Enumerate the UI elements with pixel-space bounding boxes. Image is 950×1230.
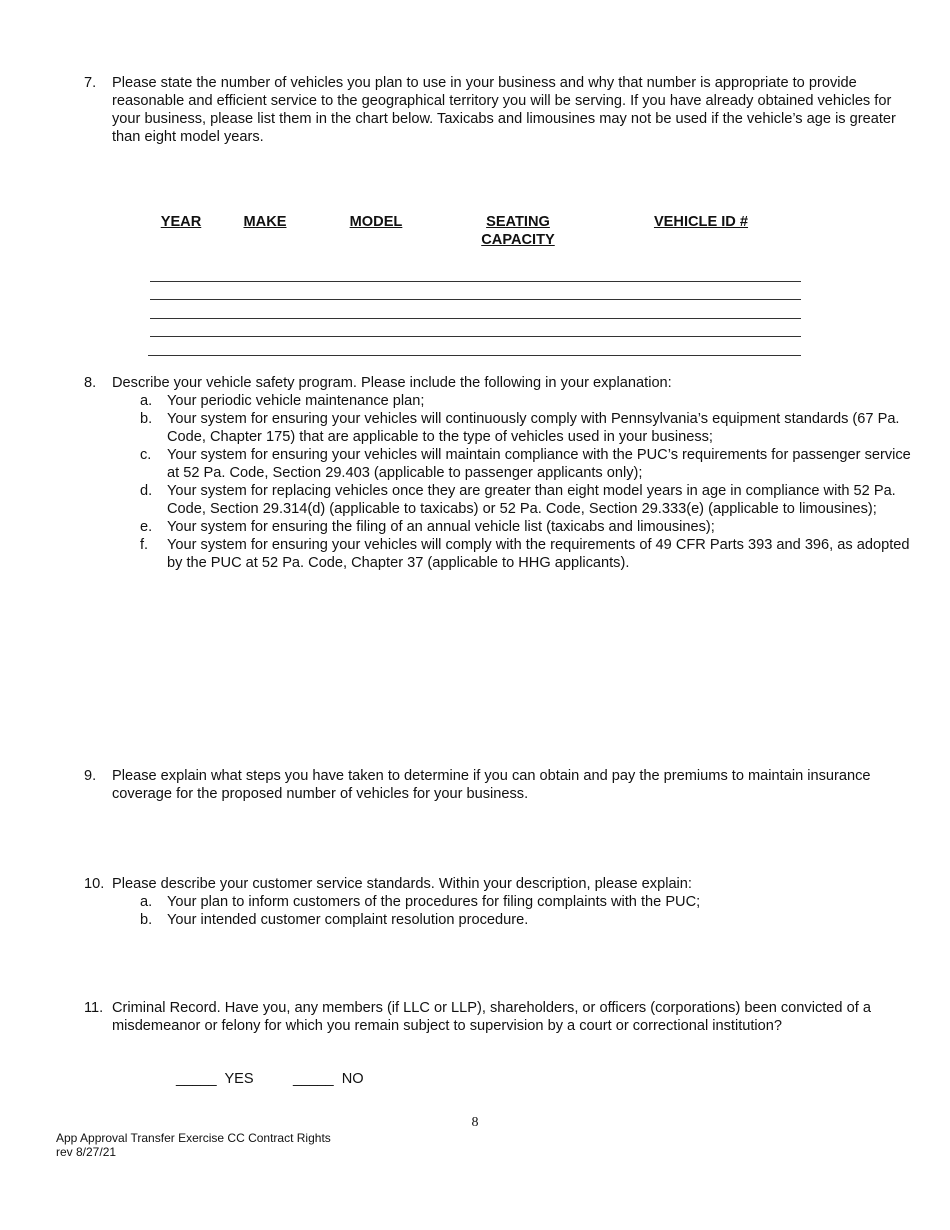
- list-item-letter: b.: [140, 912, 153, 928]
- list-item: [140, 446, 914, 482]
- list-item-text: Your system for ensuring the filing of an annual vehicle list (taxicabs and limousines);: [167, 519, 715, 535]
- question-number: 8.: [84, 375, 97, 391]
- list-item-letter: f.: [140, 537, 149, 553]
- list-item-letter: e.: [140, 519, 153, 535]
- list-item-text: Your plan to inform customers of the procedures for filing complaints with the PUC;: [167, 894, 701, 910]
- vehicle-row-line[interactable]: [150, 299, 801, 300]
- yes-option[interactable]: [176, 1070, 254, 1088]
- list-item: [140, 482, 914, 518]
- header-vehicle-id: VEHICLE ID #: [653, 214, 749, 230]
- list-item: [140, 911, 914, 929]
- question-text: Please state the number of vehicles you plan to use in your business and why that number is appropriate to provide reasonable and efficient service to the geographical territory you will be serving. If you have already obtained vehicles for your business, please list them in the chart below. Taxicabs and limousines may not be used if the vehicle’s age is greater than eight model years.: [112, 75, 896, 145]
- list-item: [140, 518, 914, 536]
- question-number: 11.: [84, 1000, 104, 1016]
- question-number: 10.: [84, 876, 105, 892]
- question-number: 9.: [84, 768, 97, 784]
- header-seating-capacity: [468, 213, 568, 249]
- question-text: Describe your vehicle safety program. Please include the following in your explanation:: [112, 375, 672, 391]
- list-item-letter: d.: [140, 483, 153, 499]
- list-item-text: Your intended customer complaint resolution procedure.: [167, 912, 529, 928]
- question-10: [84, 875, 914, 929]
- footer-revision: rev 8/27/21: [56, 1145, 117, 1159]
- header-make: MAKE: [243, 214, 287, 230]
- question-text: Criminal Record. Have you, any members (if LLC or LLP), shareholders, or officers (corporations) been convicted of a misdemeanor or felony for which you remain subject to supervision by a court or correctional institution?: [112, 1000, 871, 1034]
- list-item-text: Your system for ensuring your vehicles will continuously comply with Pennsylvania’s equipment standards (67 Pa. Code, Chapter 175) that are applicable to the type of vehicles used in your business;: [167, 411, 900, 445]
- question-11: [84, 999, 914, 1035]
- question-9: [84, 767, 914, 803]
- vehicle-row-line[interactable]: [150, 318, 801, 319]
- yes-label: YES: [224, 1071, 254, 1087]
- header-seating-line1: SEATING: [486, 214, 550, 230]
- footer-form-title: App Approval Transfer Exercise CC Contract Rights: [56, 1131, 331, 1145]
- list-item-text: Your system for ensuring your vehicles will maintain compliance with the PUC’s requirements for passenger service at 52 Pa. Code, Section 29.403 (applicable to passenger applicants only);: [167, 447, 911, 481]
- vehicle-row-line[interactable]: [150, 281, 801, 282]
- question-8: [84, 374, 914, 572]
- page-number: 8: [471, 1115, 479, 1130]
- list-item: [140, 410, 914, 446]
- list-item-text: Your system for ensuring your vehicles will comply with the requirements of 49 CFR Parts 393 and 396, as adopted by the PUC at 52 Pa. Code, Chapter 37 (applicable to HHG applicants).: [167, 537, 910, 571]
- list-item-text: Your periodic vehicle maintenance plan;: [167, 393, 425, 409]
- question-text: Please describe your customer service standards. Within your description, please explain:: [112, 876, 692, 892]
- no-blank[interactable]: _____: [293, 1071, 334, 1087]
- list-item: [140, 536, 914, 572]
- header-year: YEAR: [160, 214, 202, 230]
- question-text: Please explain what steps you have taken to determine if you can obtain and pay the premiums to maintain insurance coverage for the proposed number of vehicles for your business.: [112, 768, 871, 802]
- question-7: [84, 74, 914, 146]
- no-option[interactable]: [293, 1070, 364, 1088]
- list-item-letter: a.: [140, 393, 153, 409]
- question-number: 7.: [84, 75, 97, 91]
- header-seating-line2: CAPACITY: [481, 232, 555, 248]
- header-model: MODEL: [349, 214, 403, 230]
- list-item-letter: a.: [140, 894, 153, 910]
- list-item: [140, 392, 914, 410]
- list-item-letter: c.: [140, 447, 152, 463]
- vehicle-row-line[interactable]: [148, 355, 801, 356]
- no-label: NO: [341, 1071, 364, 1087]
- yes-blank[interactable]: _____: [176, 1071, 217, 1087]
- list-item-letter: b.: [140, 411, 153, 427]
- list-item-text: Your system for replacing vehicles once they are greater than eight model years in age in compliance with 52 Pa. Code, Section 29.314(d) (applicable to taxicabs) or 52 Pa. Code, Section 29.333(e) (applicable to limousines);: [167, 483, 896, 517]
- list-item: [140, 893, 914, 911]
- vehicle-row-line[interactable]: [150, 336, 801, 337]
